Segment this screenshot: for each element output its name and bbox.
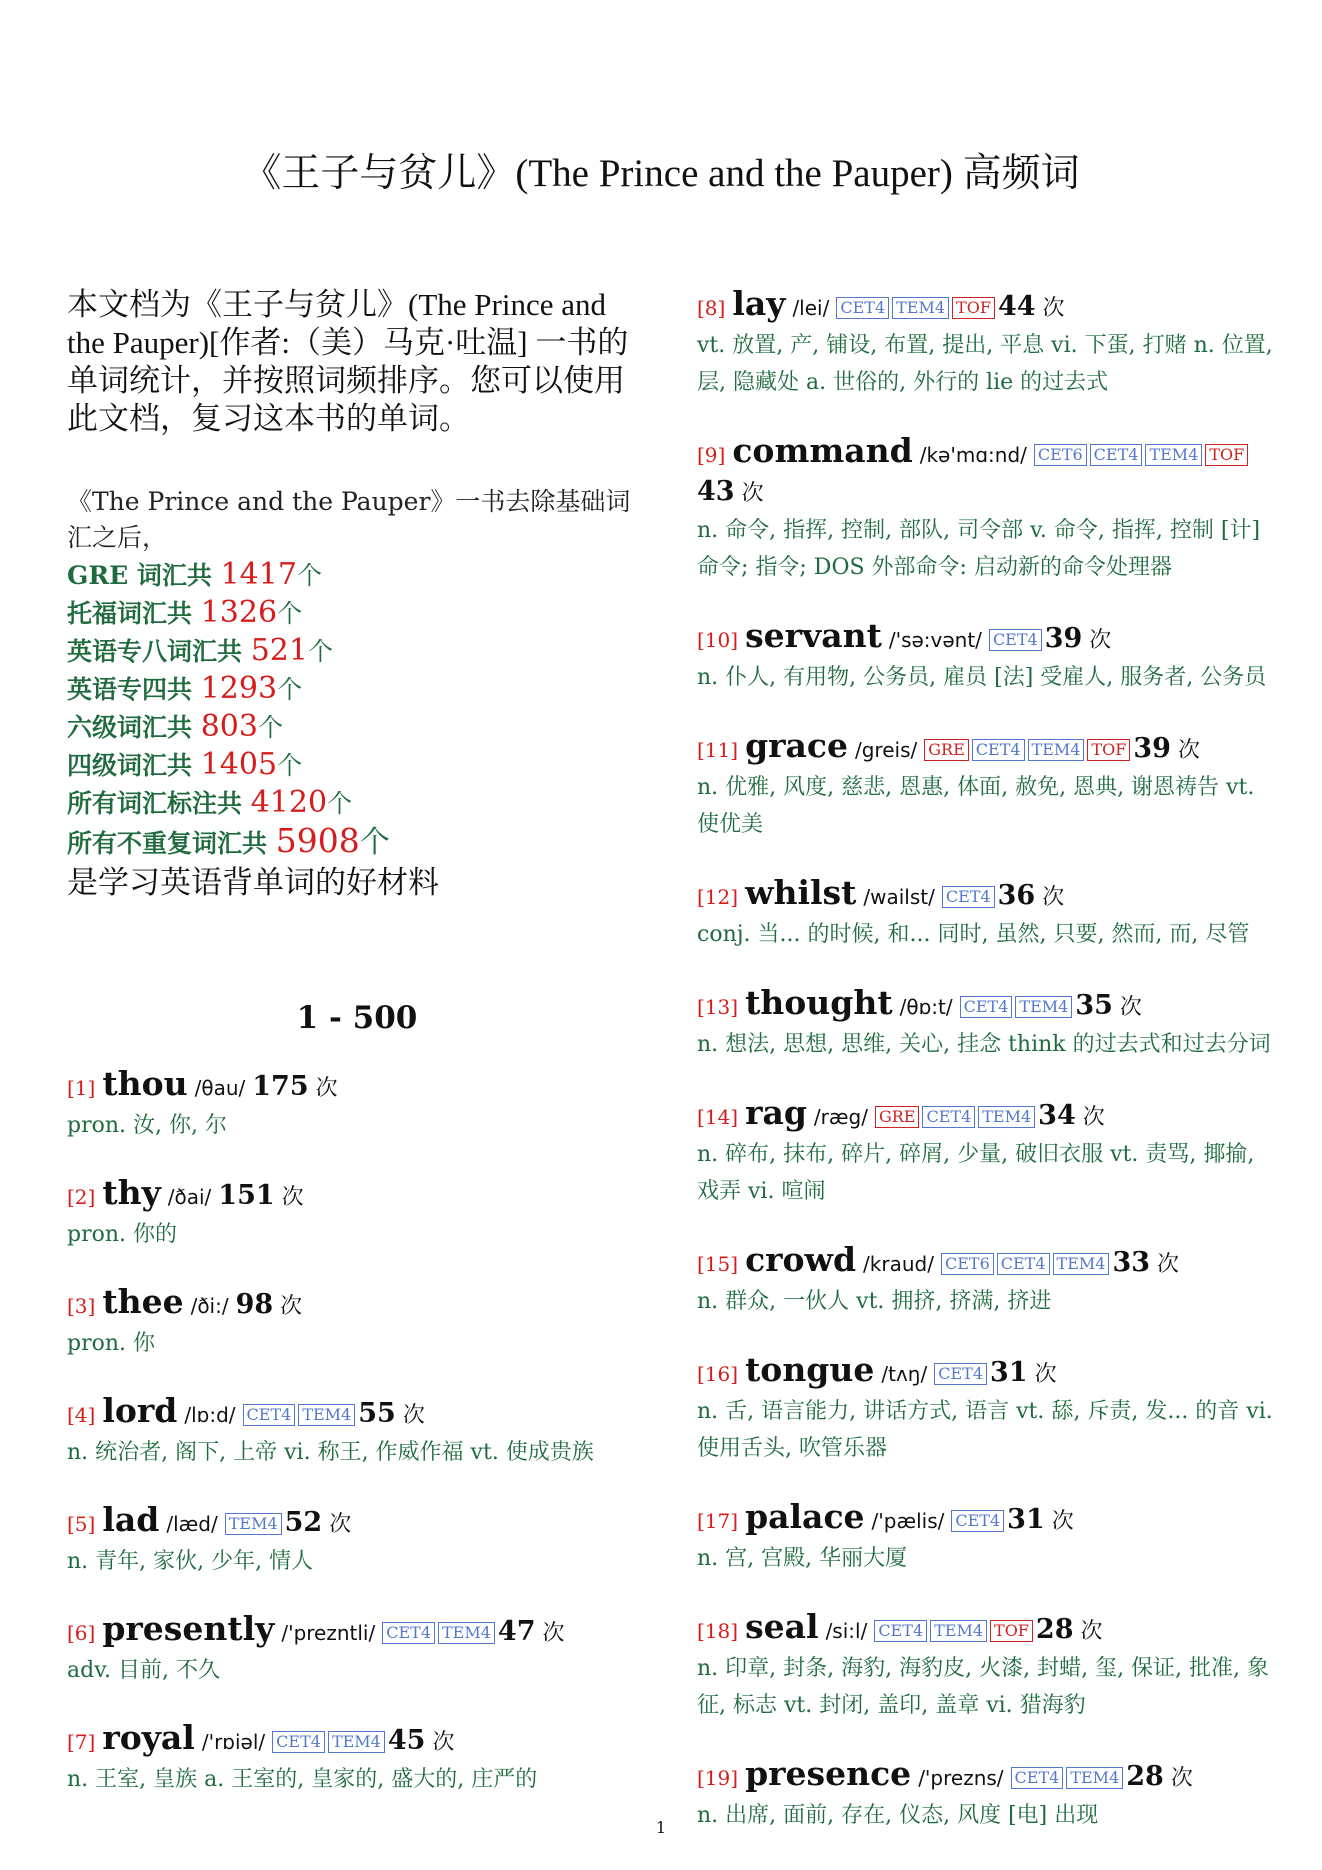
entry-count: 35 (1075, 990, 1113, 1021)
stat-row (67, 708, 647, 746)
exam-tag: CET4 (272, 1731, 325, 1753)
stat-unit: 个 (257, 713, 283, 742)
entry-index: [17] (697, 1509, 739, 1533)
exam-tag: TEM4 (892, 297, 949, 319)
word-entry (697, 286, 1277, 401)
entry-phonetic: /'rɒiəl/ (201, 1730, 266, 1754)
range-heading: 1 - 500 (296, 1000, 418, 1036)
entry-definition: n. 印章, 封条, 海豹, 海豹皮, 火漆, 封蜡, 玺, 保证, 批准, 象征, 标志 vt. 封闭, 盖印, 盖章 vi. 猎海豹 (697, 1656, 1270, 1718)
entry-head (67, 1284, 647, 1325)
entry-word: whilst (745, 873, 857, 912)
entry-index: [15] (697, 1252, 739, 1276)
entry-definition: n. 王室, 皇族 a. 王室的, 皇家的, 盛大的, 庄严的 (67, 1767, 538, 1792)
stat-unit: 个 (307, 637, 333, 666)
exam-tag: CET4 (1090, 444, 1143, 466)
exam-tag: CET4 (922, 1106, 975, 1128)
entry-word: seal (745, 1607, 819, 1646)
entries-right (697, 286, 1277, 1834)
entry-phonetic: /ði:/ (190, 1294, 229, 1318)
exam-tag: TEM4 (1066, 1767, 1123, 1789)
entry-count: 47 (497, 1616, 536, 1647)
entry-head (697, 875, 1277, 916)
entry-times: 次 (741, 481, 764, 506)
entry-count: 45 (387, 1725, 426, 1756)
entry-phonetic: /'prezns/ (918, 1766, 1004, 1790)
stat-number: 5908 (275, 821, 360, 860)
entry-index: [6] (67, 1621, 96, 1645)
entry-word: servant (745, 616, 882, 655)
left-column (67, 286, 647, 1829)
entry-phonetic: /lei/ (792, 296, 830, 320)
stat-unit: 个 (277, 751, 303, 780)
word-entry (697, 618, 1277, 696)
entry-word: lay (732, 284, 786, 323)
entry-index: [13] (697, 995, 739, 1019)
word-entry (67, 1393, 647, 1471)
entry-phonetic: /ðai/ (167, 1185, 212, 1209)
exam-tag: CET4 (997, 1253, 1050, 1275)
entry-count: 33 (1112, 1247, 1151, 1278)
entry-head (697, 728, 1277, 769)
entry-times: 次 (1080, 1619, 1103, 1644)
exam-tag: TOF (1205, 444, 1248, 466)
entry-phonetic: /kə'mɑ:nd/ (919, 443, 1027, 467)
word-entry (697, 985, 1277, 1063)
entry-times: 次 (280, 1294, 303, 1319)
entry-word: thy (102, 1173, 161, 1212)
entry-definition: n. 群众, 一伙人 vt. 拥挤, 挤满, 挤进 (697, 1289, 1052, 1314)
entry-definition: pron. 你 (67, 1331, 156, 1356)
stat-number: 1417 (220, 557, 297, 592)
entry-definition: pron. 你的 (67, 1222, 178, 1247)
entry-count: 39 (1133, 733, 1171, 764)
entry-head (697, 618, 1277, 659)
stat-number: 4120 (250, 785, 328, 820)
entry-index: [9] (697, 443, 726, 467)
entry-definition: n. 出席, 面前, 存在, 仪态, 风度 [电] 出现 (697, 1803, 1099, 1828)
entry-head (697, 1352, 1277, 1393)
entry-definition: n. 宫, 宫殿, 华丽大厦 (697, 1546, 908, 1571)
exam-tag: GRE (924, 739, 969, 761)
stat-unit: 个 (277, 599, 303, 628)
exam-tag: TEM4 (438, 1622, 495, 1644)
stat-label: 所有不重复词汇共 (67, 829, 276, 858)
entry-word: lord (102, 1391, 178, 1430)
entry-times: 次 (329, 1512, 352, 1537)
exam-tag: TEM4 (1145, 444, 1202, 466)
entry-word: rag (745, 1093, 807, 1132)
stat-row (67, 822, 647, 862)
entry-index: [5] (67, 1512, 96, 1536)
entry-count: 52 (284, 1507, 323, 1538)
entry-definition: conj. 当... 的时候, 和... 同时, 虽然, 只要, 然而, 而, 尽管 (697, 922, 1250, 947)
entry-count: 31 (1007, 1504, 1045, 1535)
entry-word: crowd (745, 1240, 857, 1279)
entry-count: 43 (697, 476, 735, 507)
entry-word: presently (102, 1609, 275, 1648)
entry-index: [12] (697, 885, 739, 909)
entry-phonetic: /si:l/ (825, 1619, 868, 1643)
word-entry (67, 1611, 647, 1689)
stat-number: 1293 (200, 671, 278, 706)
entry-times: 次 (1170, 1766, 1193, 1791)
stat-label: 所有词汇标注共 (67, 789, 251, 818)
entry-index: [8] (697, 296, 726, 320)
entry-phonetic: /'pælis/ (871, 1509, 945, 1533)
entry-count: 28 (1035, 1614, 1074, 1645)
entry-index: [16] (697, 1362, 739, 1386)
exam-tag: CET4 (942, 886, 995, 908)
word-entry (67, 1502, 647, 1580)
entry-definition: vt. 放置, 产, 铺设, 布置, 提出, 平息 vi. 下蛋, 打赌 n. 位置, 层, 隐藏处 a. 世俗的, 外行的 lie 的过去式 (697, 333, 1273, 395)
entry-word: thought (745, 983, 893, 1022)
word-entry (67, 1720, 647, 1798)
entry-word: royal (102, 1718, 195, 1757)
exam-tag: CET4 (1011, 1767, 1064, 1789)
entry-index: [1] (67, 1076, 96, 1100)
exam-tag: TOF (952, 297, 995, 319)
entry-definition: pron. 汝, 你, 尔 (67, 1113, 227, 1138)
entry-count: 44 (997, 291, 1036, 322)
entry-head (697, 1609, 1277, 1650)
exam-tag: CET4 (989, 629, 1042, 651)
stat-label: GRE 词汇共 (67, 561, 221, 590)
stat-unit: 个 (359, 825, 390, 860)
exam-tag: TOF (1087, 739, 1130, 761)
exam-tag: TEM4 (1028, 739, 1085, 761)
entry-phonetic: /θɒ:t/ (899, 995, 953, 1019)
entry-word: lad (102, 1500, 160, 1539)
entry-head (67, 1611, 647, 1652)
exam-tag: TEM4 (978, 1106, 1035, 1128)
entry-times: 次 (1089, 628, 1112, 653)
entry-definition: n. 优雅, 风度, 慈悲, 恩惠, 体面, 赦免, 恩典, 谢恩祷告 vt. 使优美 (697, 775, 1255, 837)
word-entry (697, 1609, 1277, 1724)
word-entry (697, 1352, 1277, 1467)
exam-tag: GRE (875, 1106, 920, 1128)
entry-head (67, 1720, 647, 1761)
entry-definition: n. 舌, 语言能力, 讲话方式, 语言 vt. 舔, 斥责, 发... 的音 vi. 使用舌头, 吹管乐器 (697, 1399, 1273, 1461)
entry-count: 31 (990, 1357, 1028, 1388)
entry-index: [19] (697, 1766, 739, 1790)
exam-tag: CET4 (382, 1622, 435, 1644)
entry-index: [2] (67, 1185, 96, 1209)
stat-row (67, 594, 647, 632)
entry-word: thee (102, 1282, 184, 1321)
entry-times: 次 (1051, 1509, 1074, 1534)
word-entry (697, 875, 1277, 953)
entry-times: 次 (1157, 1252, 1180, 1277)
exam-tag: TOF (990, 1620, 1033, 1642)
entry-phonetic: /'prezntli/ (281, 1621, 376, 1645)
stat-number: 1405 (200, 747, 278, 782)
stat-row (67, 556, 647, 594)
entry-count: 34 (1038, 1100, 1076, 1131)
entry-count: 98 (235, 1289, 274, 1320)
entry-definition: n. 青年, 家伙, 少年, 情人 (67, 1549, 314, 1574)
exam-tag: CET4 (951, 1510, 1004, 1532)
entry-phonetic: /læd/ (166, 1512, 218, 1536)
entry-head (697, 286, 1277, 327)
stat-number: 1326 (200, 595, 278, 630)
exam-tag: TEM4 (1015, 996, 1072, 1018)
exam-tag: CET4 (960, 996, 1013, 1018)
entry-phonetic: /θau/ (194, 1076, 246, 1100)
entry-phonetic: /'sə:vənt/ (888, 628, 982, 652)
stat-unit: 个 (277, 675, 303, 704)
entry-head (67, 1066, 647, 1107)
right-column (697, 286, 1277, 1866)
entry-times: 次 (542, 1621, 565, 1646)
entry-phonetic: /ræg/ (813, 1105, 868, 1129)
closing-line: 是学习英语背单词的好材料 (67, 865, 439, 901)
entry-phonetic: /tʌŋ/ (881, 1362, 928, 1386)
exam-tag: CET4 (243, 1404, 296, 1426)
entry-word: presence (745, 1754, 912, 1793)
exam-tag: TEM4 (1053, 1253, 1110, 1275)
stat-row (67, 632, 647, 670)
entry-count: 28 (1126, 1761, 1164, 1792)
entry-head (697, 1499, 1277, 1540)
entry-phonetic: /greis/ (855, 738, 918, 762)
entry-definition: n. 碎布, 抹布, 碎片, 碎屑, 少量, 破旧衣服 vt. 责骂, 揶揄, 戏弄 vi. 喧闹 (697, 1142, 1255, 1204)
entry-times: 次 (1177, 738, 1200, 763)
entry-times: 次 (315, 1076, 338, 1101)
entry-phonetic: /lɒ:d/ (184, 1403, 236, 1427)
entry-phonetic: /kraud/ (863, 1252, 934, 1276)
stat-number: 803 (200, 709, 258, 744)
entry-count: 55 (358, 1398, 396, 1429)
word-entry (697, 433, 1277, 586)
exam-tag: TEM4 (225, 1513, 282, 1535)
entry-count: 39 (1044, 623, 1083, 654)
entry-word: palace (745, 1497, 865, 1536)
entry-definition: n. 想法, 思想, 思维, 关心, 挂念 think 的过去式和过去分词 (697, 1032, 1271, 1057)
stats-list (67, 556, 647, 862)
word-entry (697, 1499, 1277, 1577)
word-entry (67, 1284, 647, 1362)
stat-row (67, 746, 647, 784)
entry-count: 175 (252, 1071, 309, 1102)
stat-row (67, 670, 647, 708)
entry-word: thou (102, 1064, 188, 1103)
entry-head (697, 1242, 1277, 1283)
entry-times: 次 (1042, 296, 1065, 321)
stat-unit: 个 (296, 561, 322, 590)
exam-tag: TEM4 (328, 1731, 385, 1753)
entry-times: 次 (1082, 1105, 1105, 1130)
exam-tag: TEM4 (298, 1404, 355, 1426)
entry-head (67, 1393, 647, 1434)
entry-times: 次 (432, 1730, 455, 1755)
word-entry (697, 1095, 1277, 1210)
word-entry (697, 1242, 1277, 1320)
entry-index: [11] (697, 738, 739, 762)
word-entry (697, 728, 1277, 843)
entry-index: [7] (67, 1730, 96, 1754)
entry-count: 36 (997, 880, 1036, 911)
entry-count: 151 (218, 1180, 275, 1211)
entry-index: [10] (697, 628, 739, 652)
entry-head (697, 1756, 1277, 1797)
entry-times: 次 (281, 1185, 304, 1210)
stat-number: 521 (250, 633, 308, 668)
entry-definition: n. 统治者, 阁下, 上帝 vi. 称王, 作威作福 vt. 使成贵族 (67, 1440, 594, 1465)
exam-tag: CET6 (941, 1253, 994, 1275)
summary-lead: 《The Prince and the Pauper》一书去除基础词汇之后， (67, 487, 631, 552)
entry-definition: n. 仆人, 有用物, 公务员, 雇员 [法] 受雇人, 服务者, 公务员 (697, 665, 1267, 690)
entry-times: 次 (1034, 1362, 1057, 1387)
entry-times: 次 (1119, 995, 1142, 1020)
entry-head (67, 1502, 647, 1543)
stat-label: 英语专四共 (67, 675, 201, 704)
document-title: 《王子与贫儿》(The Prince and the Pauper) 高频词 (242, 152, 1080, 195)
stat-label: 英语专八词汇共 (67, 637, 251, 666)
entry-word: tongue (745, 1350, 875, 1389)
exam-tag: CET4 (972, 739, 1025, 761)
exam-tag: CET6 (1034, 444, 1087, 466)
stat-unit: 个 (327, 789, 353, 818)
page-number: 1 (655, 1818, 667, 1837)
intro-paragraph: 本文档为《王子与贫儿》(The Prince and the Pauper)[作者:（美）马克·吐温] 一书的单词统计，并按照词频排序。您可以使用此文档，复习这本书的单词。 (67, 287, 629, 436)
entry-times: 次 (402, 1403, 425, 1428)
entry-times: 次 (1042, 885, 1065, 910)
stat-label: 托福词汇共 (67, 599, 201, 628)
entry-phonetic: /wailst/ (863, 885, 935, 909)
entry-definition: n. 命令, 指挥, 控制, 部队, 司令部 v. 命令, 指挥, 控制 [计] 命令; 指令; DOS 外部命令: 启动新的命令处理器 (697, 518, 1261, 580)
entry-head (67, 1175, 647, 1216)
exam-tag: TEM4 (930, 1620, 987, 1642)
exam-tag: CET4 (836, 297, 889, 319)
stat-label: 六级词汇共 (67, 713, 201, 742)
entry-head (697, 433, 1277, 512)
word-entry (67, 1066, 647, 1144)
entry-index: [14] (697, 1105, 739, 1129)
entry-word: command (732, 431, 913, 470)
entry-index: [18] (697, 1619, 739, 1643)
entry-index: [4] (67, 1403, 96, 1427)
entry-definition: adv. 目前, 不久 (67, 1658, 220, 1683)
entry-head (697, 1095, 1277, 1136)
stat-label: 四级词汇共 (67, 751, 201, 780)
word-entry (67, 1175, 647, 1253)
stat-row (67, 784, 647, 822)
entries-left (67, 1066, 647, 1798)
exam-tag: CET4 (874, 1620, 927, 1642)
exam-tag: CET4 (934, 1363, 987, 1385)
entry-word: grace (745, 726, 848, 765)
entry-index: [3] (67, 1294, 96, 1318)
entry-head (697, 985, 1277, 1026)
